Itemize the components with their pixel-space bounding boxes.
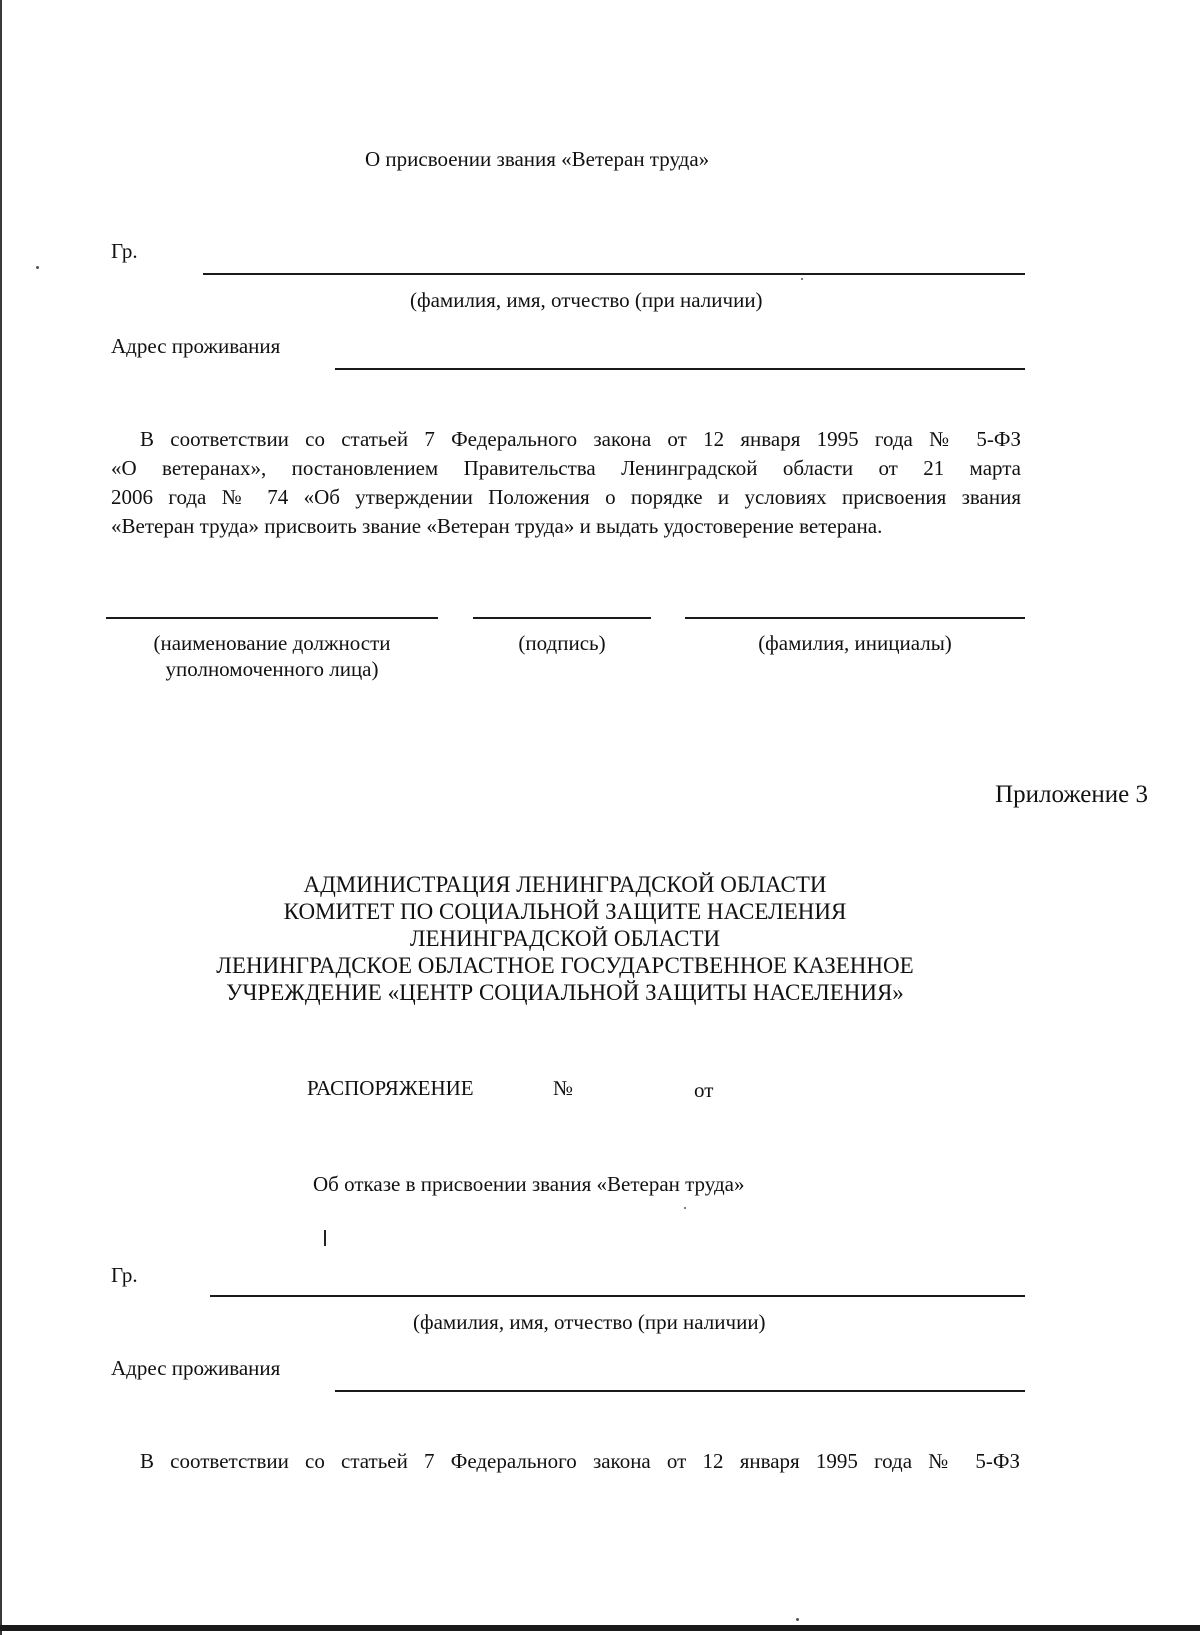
- citizen-name-caption: (фамилия, имя, отчество (при наличии): [410, 288, 763, 312]
- position-field[interactable]: [106, 617, 438, 619]
- header-line: КОМИТЕТ ПО СОЦИАЛЬНОЙ ЗАЩИТЕ НАСЕЛЕНИЯ: [283, 899, 847, 924]
- citizen-label-2: Гр.: [111, 1263, 138, 1287]
- citizen-name-caption-2: (фамилия, имя, отчество (при наличии): [413, 1310, 766, 1334]
- refusal-title: Об отказе в присвоении звания «Ветеран труда»: [313, 1172, 745, 1196]
- header-line: ЛЕНИНГРАДСКОЙ ОБЛАСТИ: [409, 926, 721, 951]
- signature-caption: (подпись): [518, 631, 606, 655]
- refusal-paragraph-line: В соответствии со статьей 7 Федерального закона от 12 января 1995 года № 5-ФЗ: [140, 1449, 1020, 1473]
- scan-speck: [796, 1618, 799, 1621]
- address-field[interactable]: [335, 368, 1025, 370]
- signature-field[interactable]: [473, 617, 651, 619]
- address-label-2: Адрес проживания: [111, 1356, 281, 1380]
- organization-header: [100, 871, 1030, 1006]
- document-title: О присвоении звания «Ветеран труда»: [365, 147, 710, 171]
- scan-speck: [36, 266, 39, 269]
- name-initials-caption: (фамилия, инициалы): [758, 631, 952, 655]
- header-line: УЧРЕЖДЕНИЕ «ЦЕНТР СОЦИАЛЬНОЙ ЗАЩИТЫ НАСЕЛЕНИЯ»: [226, 980, 904, 1005]
- scan-bottom-edge: [0, 1625, 1200, 1631]
- scan-speck: [684, 1207, 686, 1209]
- citizen-label: Гр.: [111, 239, 138, 263]
- citizen-name-field[interactable]: [203, 273, 1025, 275]
- position-caption: [106, 630, 438, 682]
- paragraph-line: «Ветеран труда» присвоить звание «Ветеран труда» и выдать удостоверение ветерана.: [111, 514, 883, 538]
- paragraph-line: 2006 года № 74 «Об утверждении Положения о порядке и условиях присвоения звания: [111, 485, 1021, 509]
- order-word: РАСПОРЯЖЕНИЕ: [307, 1076, 474, 1100]
- header-line: ЛЕНИНГРАДСКОЕ ОБЛАСТНОЕ ГОСУДАРСТВЕННОЕ КАЗЕННОЕ: [216, 953, 914, 978]
- annex-label: Приложение 3: [995, 781, 1148, 808]
- name-initials-field[interactable]: [685, 617, 1025, 619]
- address-field-2[interactable]: [335, 1390, 1025, 1392]
- scan-mark: [324, 1230, 326, 1246]
- position-caption-line: (наименование должности: [153, 631, 391, 655]
- position-caption-line: уполномоченного лица): [165, 657, 379, 681]
- order-number-sign: №: [553, 1076, 574, 1100]
- paragraph-line: В соответствии со статьей 7 Федерального закона от 12 января 1995 года № 5-ФЗ: [140, 427, 1021, 451]
- scan-left-edge: [0, 0, 2, 1635]
- address-label: Адрес проживания: [111, 334, 281, 358]
- header-line: АДМИНИСТРАЦИЯ ЛЕНИНГРАДСКОЙ ОБЛАСТИ: [303, 872, 827, 897]
- paragraph-line: «О ветеранах», постановлением Правительства Ленинградской области от 21 марта: [111, 456, 1021, 480]
- scan-speck: [801, 278, 803, 280]
- order-date-from: от: [694, 1078, 714, 1102]
- decision-paragraph: [111, 425, 1021, 541]
- citizen-name-field-2[interactable]: [210, 1295, 1025, 1297]
